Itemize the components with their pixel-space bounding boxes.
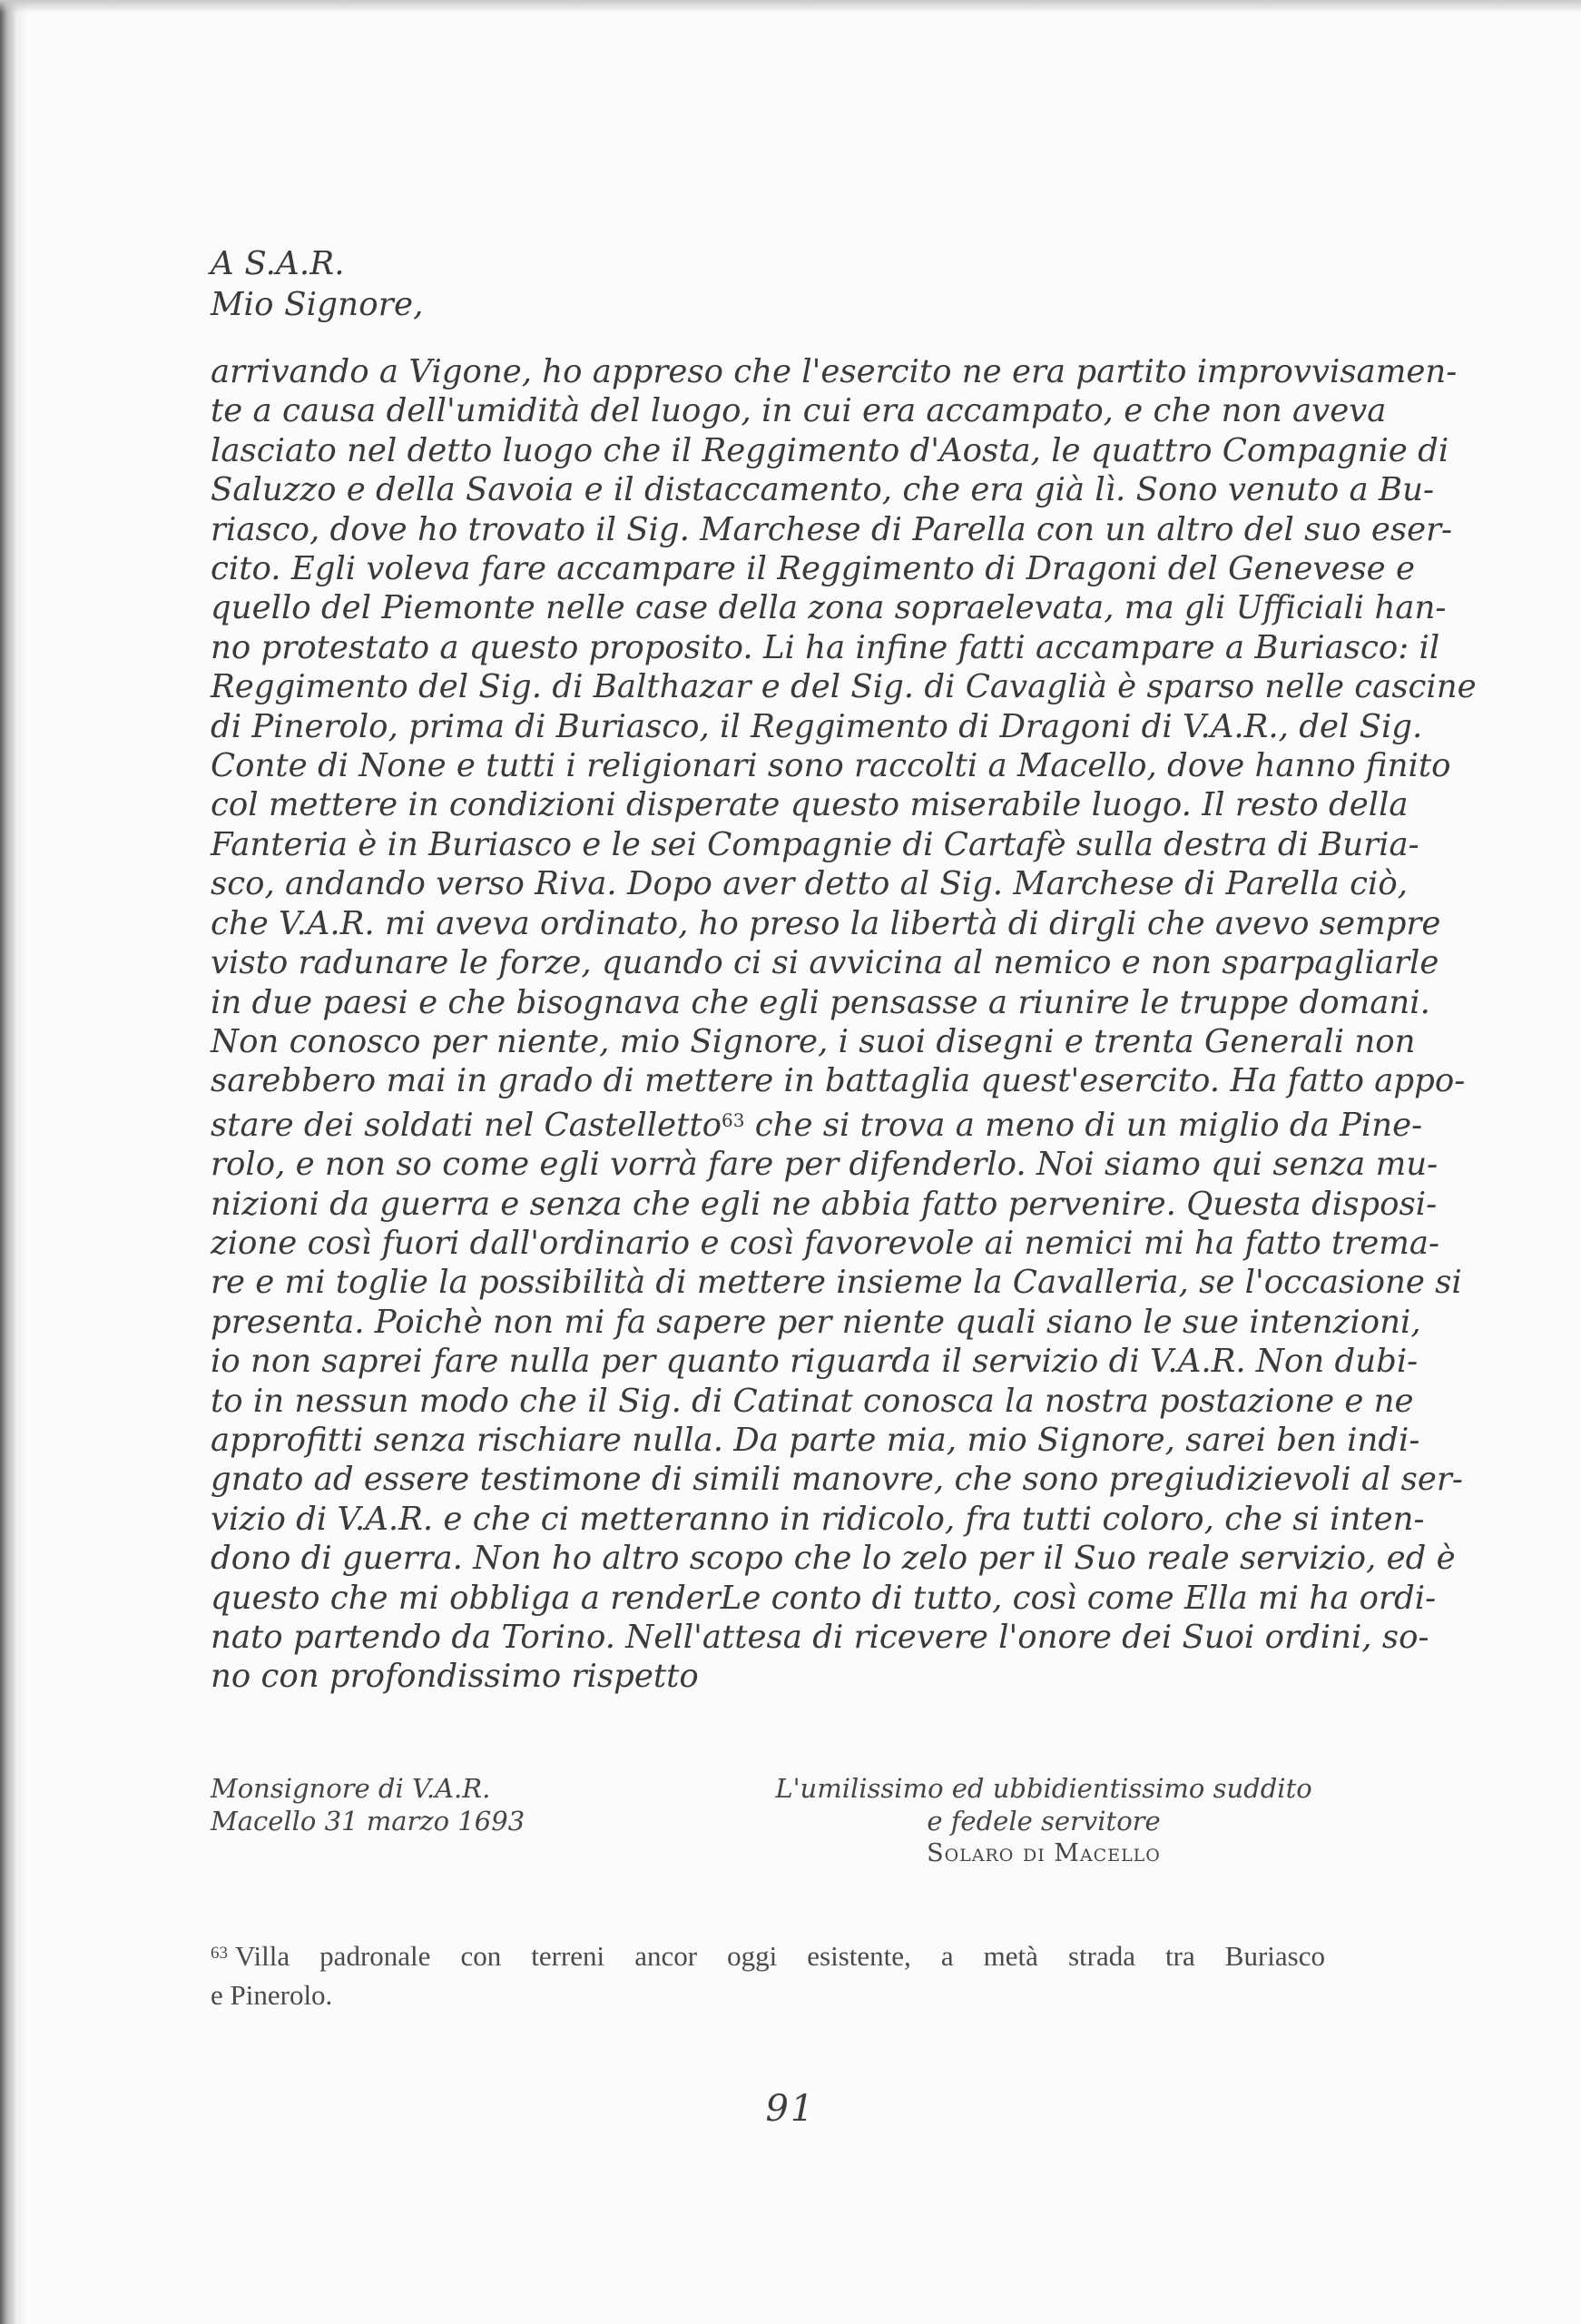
letter-body-line: col mettere in condizioni disperate questo miserabile luogo. Il resto della — [211, 786, 1409, 824]
letter-body-line: Fanteria è in Buriasco e le sei Compagnie di Cartafè sulla destra di Buria- — [211, 825, 1419, 863]
footnote-marker: 63 — [211, 1944, 228, 1963]
signoff-left-line: Macello 31 marzo 1693 — [211, 1806, 525, 1837]
letter-body-line: questo che mi obbliga a renderLe conto di tutto, così come Ella mi ha ordi- — [211, 1579, 1437, 1617]
letter-addressee: A S.A.R. — [211, 245, 345, 282]
letter-body-line: io non saprei fare nulla per quanto riguarda il servizio di V.A.R. Non dubi- — [211, 1343, 1419, 1381]
letter-body-line: gnato ad essere testimone di simili manovre, che sono pregiudizievoli al ser- — [211, 1461, 1463, 1499]
letter-body-line: to in nessun modo che il Sig. di Catinat conosca la nostra postazione e ne — [211, 1382, 1414, 1420]
letter-body-line: Reggimento del Sig. di Balthazar e del Sig. di Cavaglià è sparso nelle cascine — [211, 668, 1477, 706]
letter-body-line: vizio di V.A.R. e che ci metteranno in ridicolo, fra tutti coloro, che si inten- — [211, 1500, 1425, 1538]
letter-body-line: Non conosco per niente, mio Signore, i suoi disegni e trenta Generali non — [211, 1022, 1416, 1060]
letter-body-line: sarebbero mai in grado di mettere in battaglia quest'esercito. Ha fatto appo- — [211, 1062, 1466, 1100]
letter-body-line: presenta. Poichè non mi fa sapere per niente quali siano le sue intenzioni, — [211, 1303, 1421, 1341]
letter-body-line: cito. Egli voleva fare accampare il Reggimento di Dragoni del Genevese e — [211, 550, 1415, 588]
signoff-left-line: Monsignore di V.A.R. — [211, 1773, 491, 1804]
signoff-right — [771, 1772, 1316, 1870]
letter-body-line: dono di guerra. Non ho altro scopo che lo zelo per il Suo reale servizio, ed è — [211, 1540, 1456, 1578]
letter-body-line: visto radunare le forze, quando ci si avvicina al nemico e non sparpagliarle — [211, 944, 1439, 982]
letter-body-line: arrivando a Vigone, ho appreso che l'esercito ne era partito improvvisamen- — [211, 353, 1458, 390]
letter-body-line: quello del Piemonte nelle case della zona sopraelevata, ma gli Ufficiali han- — [211, 589, 1447, 627]
footnote — [211, 1934, 1325, 2014]
footnote-text: Villa padronale con terreni ancor oggi esistente, a metà strada tra Buriasco — [235, 1940, 1325, 1972]
letter-body-line: sco, andando verso Riva. Dopo aver detto al Sig. Marchese di Parella ciò, — [211, 865, 1408, 903]
signoff-right-line: L'umilissimo ed ubbidientissimo suddito — [775, 1773, 1312, 1804]
letter-body-line: lasciato nel detto luogo che il Reggimento d'Aosta, le quattro Compagnie di — [211, 431, 1449, 469]
letter-body-line: zione così fuori dall'ordinario e così favorevole ai nemici mi ha fatto trema- — [211, 1224, 1440, 1262]
letter-salutation: Mio Signore, — [211, 286, 424, 323]
page-top-shadow — [0, 0, 1581, 13]
signoff-left — [211, 1772, 525, 1837]
letter-body-line: stare dei soldati nel Castelletto$^{63}$ che si trova a meno di un miglio da Pine- — [211, 1106, 1423, 1144]
letter-body-line: no protestato a questo proposito. Li ha infine fatti accampare a Buriasco: il — [211, 628, 1440, 666]
letter-body-line: di Pinerolo, prima di Buriasco, il Reggimento di Dragoni di V.A.R., del Sig. — [211, 707, 1423, 745]
letter-body-line: approfitti senza rischiare nulla. Da parte mia, mio Signore, sarei ben indi- — [211, 1421, 1420, 1459]
letter-body-line: Conte di None e tutti i religionari sono raccolti a Macello, dove hanno finito — [211, 747, 1451, 785]
letter-body-line: nato partendo da Torino. Nell'attesa di ricevere l'onore dei Suoi ordini, so- — [211, 1619, 1429, 1656]
signature-name: Solaro di Macello — [927, 1839, 1161, 1867]
letter-body-line: in due paesi e che bisognava che egli pensasse a riunire le truppe domani. — [211, 983, 1430, 1021]
letter-body — [211, 352, 1477, 1697]
letter-text — [211, 243, 1477, 1697]
footnote-line: e Pinerolo. — [211, 1979, 333, 2011]
signoff-right-line: e fedele servitore — [927, 1806, 1161, 1837]
footnote-reference: 63 — [721, 1108, 745, 1131]
footnote-line — [211, 1934, 1325, 1975]
letter-body-line: no con profondissimo rispetto — [211, 1658, 699, 1696]
letter-body-line: te a causa dell'umidità del luogo, in cui era accampato, e che non aveva — [211, 392, 1387, 430]
letter-body-line: rolo, e non so come egli vorrà fare per difenderlo. Noi siamo qui senza mu- — [211, 1146, 1439, 1184]
letter-body-line: nizioni da guerra e senza che egli ne abbia fatto pervenire. Questa disposi- — [211, 1185, 1438, 1223]
letter-body-line: che V.A.R. mi aveva ordinato, ho preso la libertà di dirgli che avevo sempre — [211, 904, 1441, 942]
page-number: 91 — [765, 2088, 816, 2130]
letter-body-line: riasco, dove ho trovato il Sig. Marchese di Parella con un altro del suo eser- — [211, 510, 1453, 548]
page-gutter-shadow — [0, 0, 27, 2324]
letter-body-line: re e mi toglie la possibilità di mettere insieme la Cavalleria, se l'occasione si — [211, 1264, 1462, 1302]
letter-body-line: Saluzzo e della Savoia e il distaccamento, che era già lì. Sono venuto a Bu- — [211, 471, 1434, 509]
